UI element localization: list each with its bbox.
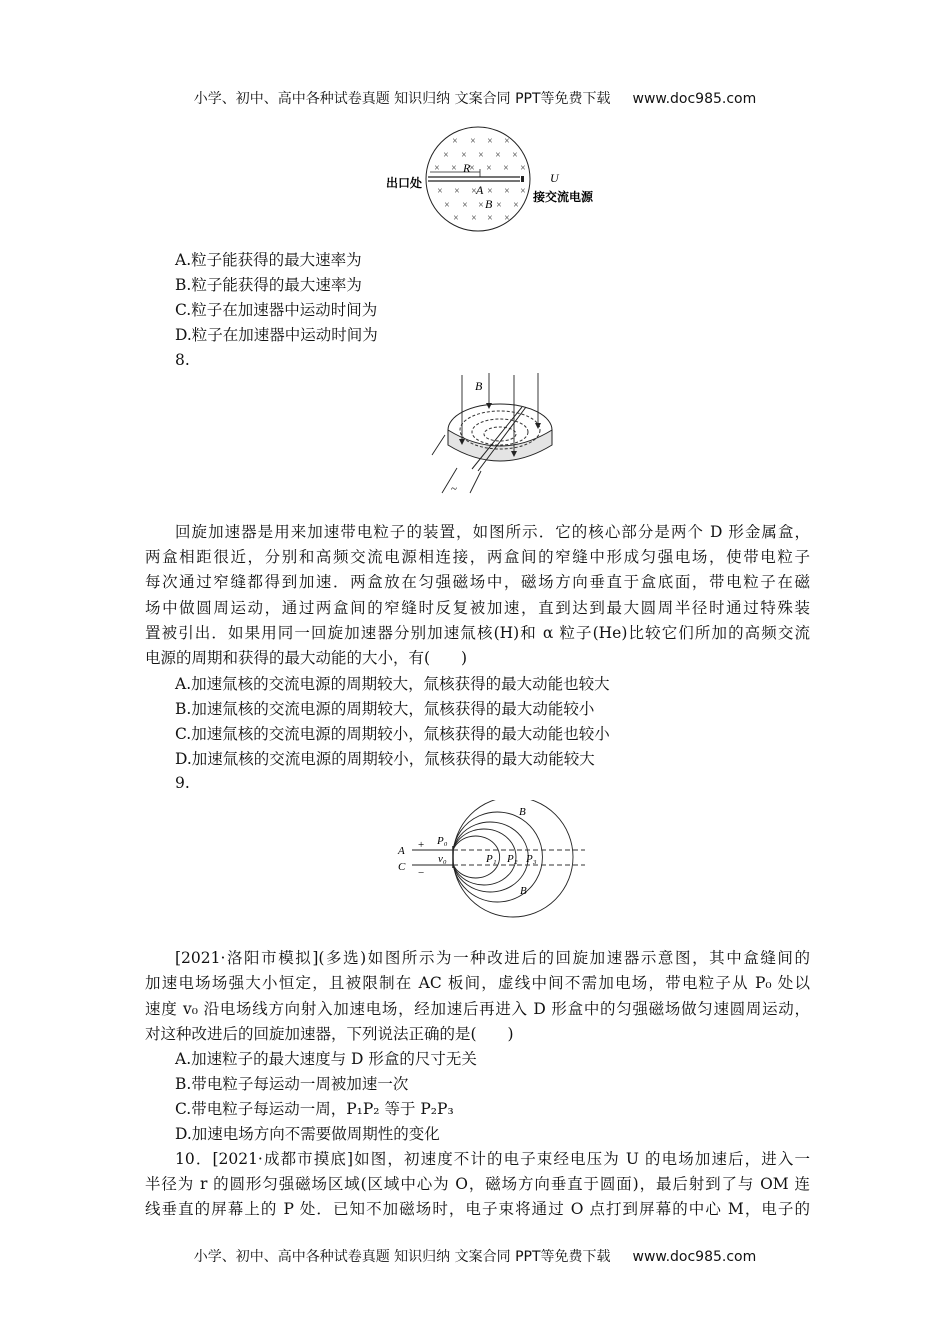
svg-text:×: ×	[451, 163, 457, 174]
svg-text:×: ×	[462, 200, 468, 211]
svg-text:×: ×	[471, 213, 477, 224]
page-footer	[0, 1246, 950, 1266]
svg-text:×: ×	[503, 163, 509, 174]
svg-text:×: ×	[487, 136, 493, 147]
option-d: D.加速电场方向不需要做周期性的变化	[175, 1125, 440, 1143]
svg-text:×: ×	[471, 186, 477, 197]
paragraph-line: [2021·洛阳市模拟](多选)如图所示为一种改进后的回旋加速器示意图，其中盒缝间的	[175, 949, 810, 967]
minus-sign: −	[418, 867, 425, 879]
svg-text:×: ×	[520, 163, 526, 174]
paragraph-line: 场中做圆周运动，通过两盒间的窄缝时反复被加速，直到达到最大圆周半径时通过特殊装	[145, 599, 810, 617]
svg-text:×: ×	[512, 150, 518, 161]
svg-text:×: ×	[520, 186, 526, 197]
label-R: R	[463, 161, 471, 175]
option-d: D.加速氚核的交流电源的周期较小，氚核获得的最大动能较大	[175, 750, 595, 768]
exit-label: 出口处	[386, 176, 423, 190]
svg-text:×: ×	[453, 213, 459, 224]
option-a: A.加速粒子的最大速度与 D 形盒的尺寸无关	[175, 1050, 477, 1068]
label-P3: P₃	[526, 853, 537, 865]
paragraph-line: 速度 v₀ 沿电场线方向射入加速电场，经加速后再进入 D 形盒中的匀强磁场做匀速圆周运动，	[145, 1000, 810, 1018]
option-a: A.粒子能获得的最大速率为	[175, 251, 362, 269]
cyclotron-figure-1	[380, 125, 610, 235]
svg-text:×: ×	[469, 163, 475, 174]
option-a: A.加速氚核的交流电源的周期较大，氚核获得的最大动能也较大	[175, 675, 610, 693]
svg-text:×: ×	[437, 186, 443, 197]
label-U: U	[550, 171, 559, 185]
label-B: B	[475, 379, 483, 393]
label-B-top: B	[519, 806, 526, 818]
label-A: A	[398, 845, 405, 857]
paragraph-line: 每次通过窄缝都得到加速．两盒放在匀强磁场中，磁场方向垂直于盒底面，带电粒子在磁	[145, 573, 810, 591]
svg-text:×: ×	[487, 186, 493, 197]
svg-text:×: ×	[504, 136, 510, 147]
paragraph-line: 半径为 r 的圆形匀强磁场区域(区域中心为 O，磁场方向垂直于圆面)，最后射到了与 OM 连	[145, 1175, 810, 1193]
paragraph-line: 10．[2021·成都市摸底]如图，初速度不计的电子束经电压为 U 的电场加速后，进入一	[175, 1150, 810, 1168]
svg-text:×: ×	[452, 136, 458, 147]
svg-text:×: ×	[444, 200, 450, 211]
label-B: B	[485, 197, 493, 211]
header-url: www.doc985.com	[632, 91, 757, 107]
svg-text:×: ×	[486, 163, 492, 174]
option-b: B.带电粒子每运动一周被加速一次	[175, 1075, 409, 1093]
svg-text:×: ×	[478, 150, 484, 161]
svg-text:×: ×	[454, 186, 460, 197]
svg-text:×: ×	[495, 150, 501, 161]
power-label: 接交流电源	[533, 190, 594, 204]
svg-text:×: ×	[478, 200, 484, 211]
svg-text:×: ×	[487, 213, 493, 224]
paragraph-line: 对这种改进后的回旋加速器，下列说法正确的是( )	[145, 1025, 514, 1043]
label-C: C	[398, 861, 406, 873]
option-d: D.粒子在加速器中运动时间为	[175, 326, 378, 344]
paragraph-line: 回旋加速器是用来加速带电粒子的装置，如图所示．它的核心部分是两个 D 形金属盒，	[175, 523, 810, 541]
svg-text:×: ×	[496, 200, 502, 211]
question-number-8: 8.	[175, 351, 190, 369]
label-v0: v₀	[438, 853, 447, 865]
label-P1: P₁	[486, 853, 497, 865]
label-A: A	[476, 183, 484, 197]
ac-symbol: ~	[451, 483, 457, 495]
header-text: 小学、初中、高中各种试卷真题 知识归纳 文案合同 PPT等免费下载	[193, 91, 611, 107]
svg-text:×: ×	[434, 163, 440, 174]
option-c: C.带电粒子每运动一周，P₁P₂ 等于 P₂P₃	[175, 1100, 454, 1118]
label-P2: P₂	[507, 853, 518, 865]
label-P0: P₀	[437, 835, 448, 847]
svg-text:×: ×	[504, 213, 510, 224]
paragraph-line: 电源的周期和获得的最大动能的大小，有( )	[145, 649, 468, 667]
paragraph-line: 置被引出．如果用同一回旋加速器分别加速氚核(H)和 α 粒子(He)比较它们所加的高频交流	[145, 624, 810, 642]
cyclotron-figure-3	[390, 800, 590, 920]
option-c: C.粒子在加速器中运动时间为	[175, 301, 378, 319]
cyclotron-figure-2	[400, 365, 580, 500]
question-number-9: 9.	[175, 774, 190, 792]
plus-sign: +	[418, 839, 425, 851]
paragraph-line: 线垂直的屏幕上的 P 处．已知不加磁场时，电子束将通过 O 点打到屏幕的中心 M，电子的	[145, 1200, 810, 1218]
page-header	[0, 88, 950, 108]
svg-text:×: ×	[443, 150, 449, 161]
option-b: B.加速氚核的交流电源的周期较大，氚核获得的最大动能较小	[175, 700, 595, 718]
svg-text:×: ×	[504, 186, 510, 197]
option-c: C.加速氚核的交流电源的周期较小，氚核获得的最大动能也较小	[175, 725, 610, 743]
svg-text:×: ×	[513, 200, 519, 211]
paragraph-line: 两盒相距很近，分别和高频交流电源相连接，两盒间的窄缝中形成匀强电场，使带电粒子	[145, 548, 810, 566]
svg-text:×: ×	[470, 136, 476, 147]
footer-url: www.doc985.com	[632, 1249, 757, 1265]
footer-text: 小学、初中、高中各种试卷真题 知识归纳 文案合同 PPT等免费下载	[193, 1249, 611, 1265]
option-b: B.粒子能获得的最大速率为	[175, 276, 362, 294]
label-B-bottom: B	[520, 885, 527, 897]
svg-text:×: ×	[461, 150, 467, 161]
paragraph-line: 加速电场场强大小恒定，且被限制在 AC 板间，虚线中间不需加电场，带电粒子从 P₀ 处以	[145, 974, 810, 992]
